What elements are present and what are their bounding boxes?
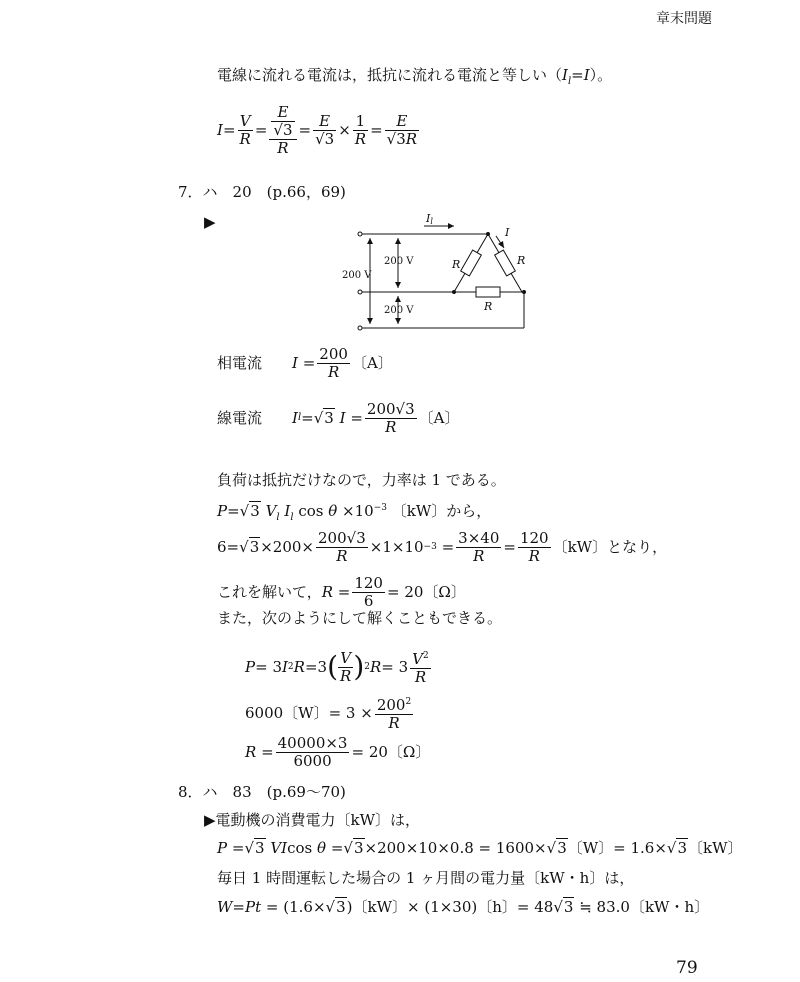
fraction-e-over-root3: $\frac{E}{√3}$ [315,111,335,148]
current-equality-sentence: 電線に流れる電流は，抵抗に流れる電流と等しい$(I_l=I)$。 [217,66,613,87]
terminal-top [358,232,362,236]
resistor-right [495,250,516,276]
alt-equation-1: P = 3 I 2 R = 3 ( $\frac{V}{R}$ ) 2 R = 3 $\frac{V^2}{R}$ [245,648,429,686]
fraction-nested: $\frac{\frac{E}{√3}}{R}$ [269,104,296,157]
monthly-energy-sentence: 毎日 1 時間運転した場合の 1 ヶ月間の電力量〔kW・h〕は， [217,869,635,887]
resistor-left [461,250,482,276]
delta-circuit-diagram [340,208,540,334]
fraction-one-over-r: $\frac{1}{R}$ [354,111,367,148]
terminal-middle [358,290,362,294]
solve-resistance: これを解いて， R = $\frac{120}{6}$ = 20〔Ω〕 [217,573,466,610]
label-i: I [505,226,510,239]
fraction-v-over-r: $\frac{V}{R}$ [239,111,251,148]
label-il: Il [426,212,433,226]
node-right [522,290,526,294]
node-top [486,232,490,236]
bullet-arrow: ▶ [204,213,216,231]
monthly-energy-equation: W=Pt = (1.6×√3)〔kW〕× (1×30)〔h〕= 48√3 ≒ 83.0〔kW・h〕 [217,898,710,916]
alt-equation-2: 6000〔W〕= 3 × $\frac{200^2}{R}$ [245,696,412,732]
power-factor-sentence: 負荷は抵抗だけなので，力率は 1 である。 [217,471,506,489]
problem-8-label: 8．ハ 83 (p.69〜70) [178,783,346,801]
label-v-top: 200 V [384,256,414,267]
alt-equation-3: R = $\frac{40000\times 3}{6000}$ = 20〔Ω〕 [245,733,431,770]
line-current-equation: 線電流 I l = √3 I = $\frac{200√3}{R}$ 〔A〕 [217,399,460,436]
label-r-bottom: R [484,300,493,313]
motor-power-equation: P =√3 VIcos θ =√3×200×10×0.8 = 1600×√3〔W〕= 1.6×√3〔kW〕 [217,839,743,857]
page-number: 79 [676,958,698,978]
label-r-left: R [452,258,461,271]
label-v-bottom: 200 V [384,305,414,316]
terminal-bottom [358,326,362,330]
fraction-e-over-root3r: $\frac{E}{√3R}$ [386,111,418,148]
alternative-method-sentence: また，次のようにして解くこともできる。 [217,609,503,627]
chapter-header: 章末問題 [656,11,712,27]
power-formula: P=√3 $V_l$ $I_l$ $\cos \theta \times 10^{-3}$ 〔kW〕から， [217,502,492,523]
node-left [452,290,456,294]
power-calculation: 6 = √3 ×200× $\frac{200√3}{R}$ ×1×10 −3 = $\frac{3\times 40}{R}$ = $\frac{120}{R}$ 〔kW〕となり， [217,528,668,565]
resistor-bottom [476,287,500,297]
phase-current-equation: 相電流 I = $\frac{200}{R}$ 〔A〕 [217,344,393,381]
label-v-left: 200 V [342,270,372,281]
current-equation: I = $\frac{V}{R}$ = $\frac{\frac{E}{√3}}{R}$ = $\frac{E}{√3}$ × $\frac{1}{R}$ = $\frac{E}{√3R}$ [217,102,418,157]
motor-power-sentence: ▶電動機の消費電力〔kW〕は， [204,811,421,829]
problem-7-label: 7．ハ 20 (p.66，69) [178,183,346,201]
label-r-right: R [517,254,526,267]
